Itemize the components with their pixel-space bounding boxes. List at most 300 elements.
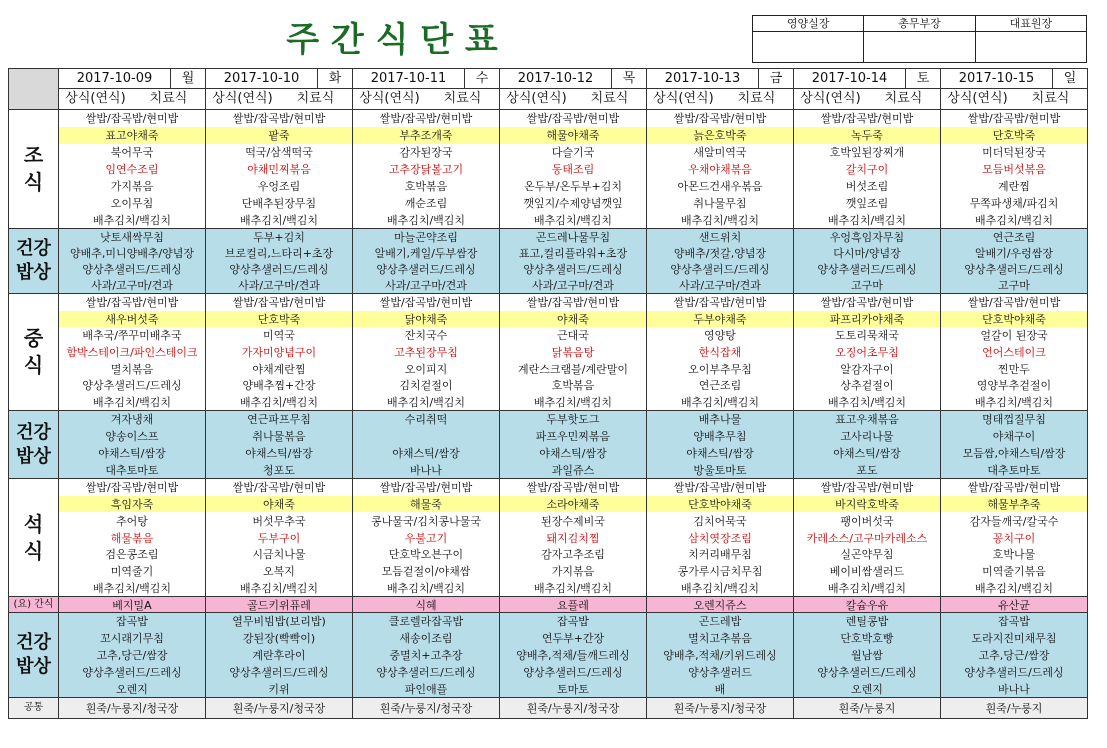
menu-cell [941,698,1088,719]
menu-item: 북어무국 [110,146,154,160]
menu-cell-lines [206,698,352,718]
menu-cell-lines [794,613,940,697]
day-header-inner [941,69,1087,88]
day-header-inner [206,69,352,88]
section-snack [9,597,1088,613]
menu-item: 단호박오븐구이 [388,548,464,562]
menu-item: 쌀밥/잡곡밥/현미밥 [673,296,767,310]
menu-item: 가자미양념구이 [241,346,317,360]
menu-item: 방울토마토 [693,463,747,477]
approval-header-director: 대표원장 [975,16,1086,32]
menu-item: 흰죽/누룽지/청국장 [85,702,179,715]
menu-cell [941,229,1088,294]
menu-cell-lines [500,294,646,410]
approval-box [752,15,1087,63]
menu-item: 알배기,케일/두부쌈장 [374,247,478,260]
menu-item: 양배추,적채/들깨드레싱 [516,648,630,662]
menu-item: 야채스틱/쌈장 [98,446,166,460]
menu-item: 양상추샐러드/드레싱 [817,263,917,276]
menu-cell [794,229,941,294]
menu-item: 두부야채죽 [647,311,793,328]
menu-item: 김치겉절이 [399,379,453,393]
menu-item: 표고야채죽 [59,127,205,144]
menu-cell-lines [941,613,1087,697]
menu-item: 렌틸콩밥 [845,615,889,629]
menu-item: 흰죽/누룽지/청국장 [526,702,620,715]
menu-cell-lines [647,597,793,612]
menu-item: 쌀밥/잡곡밥/현미밥 [820,481,914,495]
menu-item: 검은콩조림 [105,548,159,562]
menu-item: 삼치엿장조림 [688,531,752,545]
menu-item: 오이부추무침 [688,362,752,376]
menu-cell [500,411,647,479]
menu-item: 된장수제비국 [541,514,605,528]
menu-cell [500,110,647,229]
menu-cell [206,411,353,479]
menu-item: 오복지 [263,564,295,578]
menu-cell-lines [647,110,793,228]
menu-cell [59,597,206,613]
menu-item: 고사리나물 [840,430,894,444]
menu-item: 배추김치/백김치 [533,581,613,595]
menu-item: 쌀밥/잡곡밥/현미밥 [967,112,1061,126]
menu-item: 바나나 [998,682,1030,696]
menu-cell [59,613,206,698]
menu-cell-lines [647,479,793,596]
menu-item: 깨순조림 [404,196,448,210]
menu-item: 배추김치/백김치 [239,213,319,227]
menu-item: 우채야채볶음 [688,163,752,176]
diet-therapeutic-label: 치료식 [884,91,923,106]
menu-item: 버섯조림 [845,179,889,193]
menu-cell-lines [647,613,793,697]
diet-type-header [794,89,941,110]
menu-cell [500,294,647,411]
menu-item: 미역줄기 [110,564,154,578]
menu-item: 양상추샐러드/드레싱 [523,665,623,679]
menu-cell [794,110,941,229]
menu-item: 계란후라이 [252,648,306,662]
menu-item: 두부핫도그 [546,413,600,427]
diet-regular-label: 상식(연식) [359,91,420,106]
menu-item: 도라지진미채무침 [971,632,1057,646]
menu-item: 겨자냉채 [110,413,154,427]
diet-type-inner [206,89,352,109]
menu-cell [59,698,206,719]
menu-cell-lines [794,597,940,612]
menu-cell-lines [206,411,352,478]
menu-cell [206,597,353,613]
menu-item: 연근조림 [698,379,742,393]
menu-item: 대추토마토 [987,463,1041,477]
weekday-label: 화 [328,71,342,86]
menu-item: 시금치나물 [252,548,306,562]
section-common [9,698,1088,719]
menu-item: 멸치고추볶음 [688,632,752,646]
section-label-snack [9,597,59,613]
diet-type-inner [500,89,646,109]
diet-type-header [206,89,353,110]
menu-cell [206,110,353,229]
menu-item: 야채스틱/쌈장 [245,446,313,460]
menu-item: 영양부추겉절이 [976,379,1052,393]
menu-item: 고추,당근/쌈장 [96,648,168,662]
menu-item: 배추나물 [698,413,742,427]
menu-item: 배추김치/백김치 [386,581,466,595]
menu-item: 취나물볶음 [252,430,306,444]
menu-item: 모듬버섯볶음 [982,163,1046,176]
section-label [9,698,58,718]
menu-item: 양상추샐러드/드레싱 [376,665,476,679]
menu-item: 꼬시래기무침 [100,632,164,646]
menu-cell-lines [353,110,499,228]
menu-item: 언어스테이크 [982,346,1046,360]
menu-item: 야채민찌볶음 [247,163,311,176]
menu-item: 양상추샐러드/드레싱 [82,379,182,393]
section-label-dinner [9,479,59,597]
menu-item: 베이비쌈샐러드 [829,564,905,578]
menu-item: 오렌지쥬스 [693,598,747,612]
menu-item: 파인애플 [404,682,448,696]
menu-item: 양상추샐러드/드레싱 [817,665,917,679]
menu-cell [647,229,794,294]
menu-item: 새우버섯죽 [59,311,205,328]
menu-item: 양상추샐러드/드레싱 [82,263,182,276]
section-label-text: 건강 [16,238,51,259]
menu-item: 고추된장무침 [394,346,458,360]
date-label: 2017-10-11 [353,69,465,88]
menu-item: 키위 [268,682,290,696]
day-header [353,69,500,89]
menu-cell [353,597,500,613]
section-label [9,613,58,697]
menu-item: 표고,컬리플라워+초장 [518,247,628,260]
menu-item: 흰죽/누룽지 [985,702,1043,715]
menu-item: 계란스크램블/계란말이 [518,362,628,376]
menu-cell-lines [647,698,793,718]
approval-header-general-affairs: 총무부장 [864,16,975,32]
menu-item: 파프우민찌볶음 [535,430,611,444]
menu-item: 배 [714,682,726,696]
diet-regular-label: 상식(연식) [800,91,861,106]
section-label-common [9,698,59,719]
menu-cell-lines [941,229,1087,293]
diet-regular-label: 상식(연식) [947,91,1008,106]
section-label-text: 밥상 [16,262,51,283]
menu-cell-lines [59,597,205,612]
menu-item: 쌀밥/잡곡밥/현미밥 [85,296,179,310]
diet-regular-label: 상식(연식) [212,91,273,106]
menu-cell [941,110,1088,229]
menu-item: 감자들깨국/칼국수 [969,514,1059,528]
date-label: 2017-10-14 [794,69,906,88]
menu-item: 배추김치/백김치 [974,213,1054,227]
menu-item: 사과/고구마/견과 [532,279,614,292]
menu-item: 해물부추죽 [941,496,1087,513]
menu-item: 쌀밥/잡곡밥/현미밥 [232,296,326,310]
approval-sign-cell[interactable] [753,32,864,63]
menu-item: 야채스틱/쌈장 [833,446,901,460]
menu-item: 고추,당근/쌈장 [978,648,1050,662]
diet-type-header [353,89,500,110]
menu-item: 모듬겉절이/야채쌈 [381,564,471,578]
diet-therapeutic-label: 치료식 [149,91,188,106]
menu-cell-lines [206,597,352,612]
menu-cell [794,597,941,613]
menu-item: 쌀밥/잡곡밥/현미밥 [967,296,1061,310]
menu-item: 연두부+간장 [541,632,605,646]
menu-item: 콩가루시금치무침 [677,564,763,578]
diet-type-header [647,89,794,110]
menu-item: 팥죽 [206,127,352,144]
menu-item: 배추김치/백김치 [92,213,172,227]
approval-header-nutrition: 영양실장 [753,16,864,32]
menu-item: 감자고추조림 [541,548,605,562]
menu-cell [647,613,794,698]
menu-item: 배추김치/백김치 [680,581,760,595]
menu-item: 새알미역국 [693,146,747,160]
menu-item: 깻잎조림 [845,196,889,210]
menu-item: 샌드위치 [698,231,742,244]
menu-item: 가지볶음 [110,179,154,193]
menu-item: 모듬쌈,야채스틱/쌈장 [962,446,1066,460]
corner-cell [9,69,59,110]
menu-item: 잡곡밥 [557,615,589,629]
menu-cell [941,479,1088,597]
menu-item: 오징어초무침 [835,346,899,360]
menu-item: 꽁치구이 [992,531,1036,545]
menu-item: 미역국 [263,329,295,343]
menu-item: 두부+김치 [253,231,305,244]
menu-cell-lines [500,229,646,293]
menu-item: 쌀밥/잡곡밥/현미밥 [526,296,620,310]
section-label-text: 식 [23,353,44,377]
menu-item: 배추김치/백김치 [533,213,613,227]
menu-item: 돼지김치찜 [546,531,600,545]
menu-item: 다시마/양념장 [833,247,901,260]
menu-cell-lines [794,698,940,718]
menu-item: 새송이조림 [399,632,453,646]
diet-type-header [59,89,206,110]
menu-cell [59,294,206,411]
menu-item: 오렌지 [851,682,883,696]
approval-sign-cell[interactable] [975,32,1086,63]
menu-item: 마늘곤약조림 [394,231,458,244]
menu-cell-lines [794,294,940,410]
menu-item: 중멸치+고추장 [389,648,463,662]
menu-item: 야채죽 [206,496,352,513]
diet-regular-label: 상식(연식) [506,91,567,106]
weekday-label: 목 [622,71,636,86]
day-header [500,69,647,89]
section-label [9,110,58,228]
menu-item: 호박볶음 [404,179,448,193]
section-label-lunch [9,294,59,411]
menu-item: 녹두죽 [794,127,940,144]
menu-cell [500,597,647,613]
menu-item: 양상추샐러드/드레싱 [670,263,770,276]
menu-item: 연근조림 [992,231,1036,244]
menu-item: 청포도 [263,463,295,477]
menu-item: 쌀밥/잡곡밥/현미밥 [820,112,914,126]
menu-item: 미더덕된장국 [982,146,1046,160]
diet-type-inner [59,89,205,109]
menu-item: 오이무침 [110,196,154,210]
menu-cell-lines [500,597,646,612]
menu-item: 바나나 [410,463,442,477]
menu-item: 양상추샐러드/드레싱 [229,665,329,679]
menu-item: 수리취떡 [404,413,448,427]
menu-item: 야채스틱/쌈장 [539,446,607,460]
weekday-label: 월 [181,71,195,86]
menu-cell [941,294,1088,411]
menu-item: 다슬기국 [551,146,595,160]
menu-item: 떡국/삼색떡국 [245,146,313,160]
menu-cell [941,411,1088,479]
menu-cell-lines [941,479,1087,596]
menu-cell-lines [206,479,352,596]
menu-item: 야채스틱/쌈장 [686,446,754,460]
diet-type-header [500,89,647,110]
section-label-health2 [9,411,59,479]
menu-item: 배추김치/백김치 [92,395,172,409]
menu-item: 고구마 [998,279,1030,292]
menu-item: 쌀밥/잡곡밥/현미밥 [379,296,473,310]
menu-item: 찐만두 [998,362,1030,376]
menu-item: 곤드레밥 [698,615,742,629]
menu-item: 추어탕 [116,514,148,528]
menu-item: 배추김치/백김치 [533,395,613,409]
section-lunch [9,294,1088,411]
menu-cell [206,229,353,294]
diet-regular-label: 상식(연식) [65,91,126,106]
menu-cell-lines [941,294,1087,410]
menu-item: 대추토마토 [105,463,159,477]
menu-item: 닭볶음탕 [551,346,595,360]
day-header [941,69,1088,89]
day-header [59,69,206,89]
section-health1 [9,229,1088,294]
menu-cell [500,613,647,698]
menu-cell-lines [500,411,646,478]
menu-item: 콩나물국/김치콩나물국 [371,514,481,528]
menu-item: 쌀밥/잡곡밥/현미밥 [820,296,914,310]
menu-item: 단호박야채죽 [647,496,793,513]
menu-item: 오렌지 [116,682,148,696]
menu-item: 배추국/쭈꾸미배추국 [82,329,182,343]
menu-cell [647,698,794,719]
menu-item: 감자된장국 [399,146,453,160]
menu-item: 야채죽 [500,311,646,328]
menu-item: 알배기/우렁쌈장 [974,247,1054,260]
menu-item: 미역줄기볶음 [982,564,1046,578]
menu-item: 동태조림 [551,163,595,176]
page-title: 주 간 식 단 표 [286,20,498,60]
menu-cell [647,294,794,411]
menu-item: 바지락호박죽 [794,496,940,513]
menu-cell-lines [353,479,499,596]
diet-type-inner [647,89,793,109]
menu-item: 치커리배무침 [688,548,752,562]
section-label-text: 건강 [16,421,51,443]
menu-item: 낫토새싹무침 [100,231,164,244]
menu-item: 칼슘우유 [845,598,889,612]
menu-item: 우엉흑임자무침 [829,231,905,244]
menu-item: 양배추찜+간장 [242,379,316,393]
menu-cell-lines [59,479,205,596]
menu-item: 버섯무추국 [252,514,306,528]
menu-item: 월남쌈 [851,648,883,662]
menu-cell [353,229,500,294]
section-label-text: 밥상 [16,656,51,677]
menu-item: 과일쥬스 [551,463,595,477]
menu-item: 흰죽/누룽지/청국장 [379,702,473,715]
menu-item: 고구마 [851,279,883,292]
menu-cell-lines [59,229,205,293]
menu-cell-lines [794,479,940,596]
menu-cell [59,229,206,294]
menu-item: 베지밀A [112,598,152,612]
menu-item: 열무비빔밥(보리밥) [232,615,326,629]
menu-item: 실곤약무침 [840,548,894,562]
menu-cell-lines [59,294,205,410]
menu-item: 단호박야채죽 [941,311,1087,328]
menu-item: 갈치구이 [845,163,889,176]
menu-cell [59,411,206,479]
menu-item: 강된장(빡빡이) [242,632,316,646]
menu-item: 호박나물 [992,548,1036,562]
approval-sign-cell[interactable] [864,32,975,63]
date-label: 2017-10-10 [206,69,318,88]
menu-item: 사과/고구마/견과 [238,279,320,292]
diet-type-header [941,89,1088,110]
menu-item: 상추겉절이 [840,379,894,393]
menu-cell-lines [353,597,499,612]
menu-cell-lines [941,597,1087,612]
section-label [9,597,58,612]
date-label: 2017-10-15 [941,69,1053,88]
menu-cell-lines [206,294,352,410]
menu-item: 단호박호빵 [840,632,894,646]
menu-item: 양배추,적채/키위드레싱 [663,648,777,662]
section-label-text: 건강 [16,632,51,653]
weekday-label: 금 [769,71,783,86]
menu-item [353,428,499,445]
menu-item: 오이피지 [404,362,448,376]
menu-item: 양배추무침 [693,430,747,444]
menu-cell-lines [941,698,1087,718]
section-breakfast [9,110,1088,229]
menu-item: 우불고기 [404,531,448,545]
menu-item: 흰죽/누룽지 [838,702,896,715]
menu-cell [941,613,1088,698]
menu-item: 배추김치/백김치 [680,213,760,227]
diet-type-row [9,89,1088,110]
menu-item: 야채스틱/쌈장 [392,446,460,460]
menu-item: 배추김치/백김치 [680,395,760,409]
menu-item: 포도 [856,463,878,477]
date-label: 2017-10-13 [647,69,759,88]
menu-item: 쌀밥/잡곡밥/현미밥 [379,481,473,495]
menu-item: 양상추샐러드/드레싱 [376,263,476,276]
diet-type-inner [794,89,940,109]
weekday-label: 토 [916,71,930,86]
menu-cell [794,613,941,698]
menu-item: 깻잎지/수제양념깻잎 [523,196,623,210]
day-header-inner [500,69,646,88]
menu-item: 흰죽/누룽지/청국장 [673,702,767,715]
menu-cell-lines [500,698,646,718]
